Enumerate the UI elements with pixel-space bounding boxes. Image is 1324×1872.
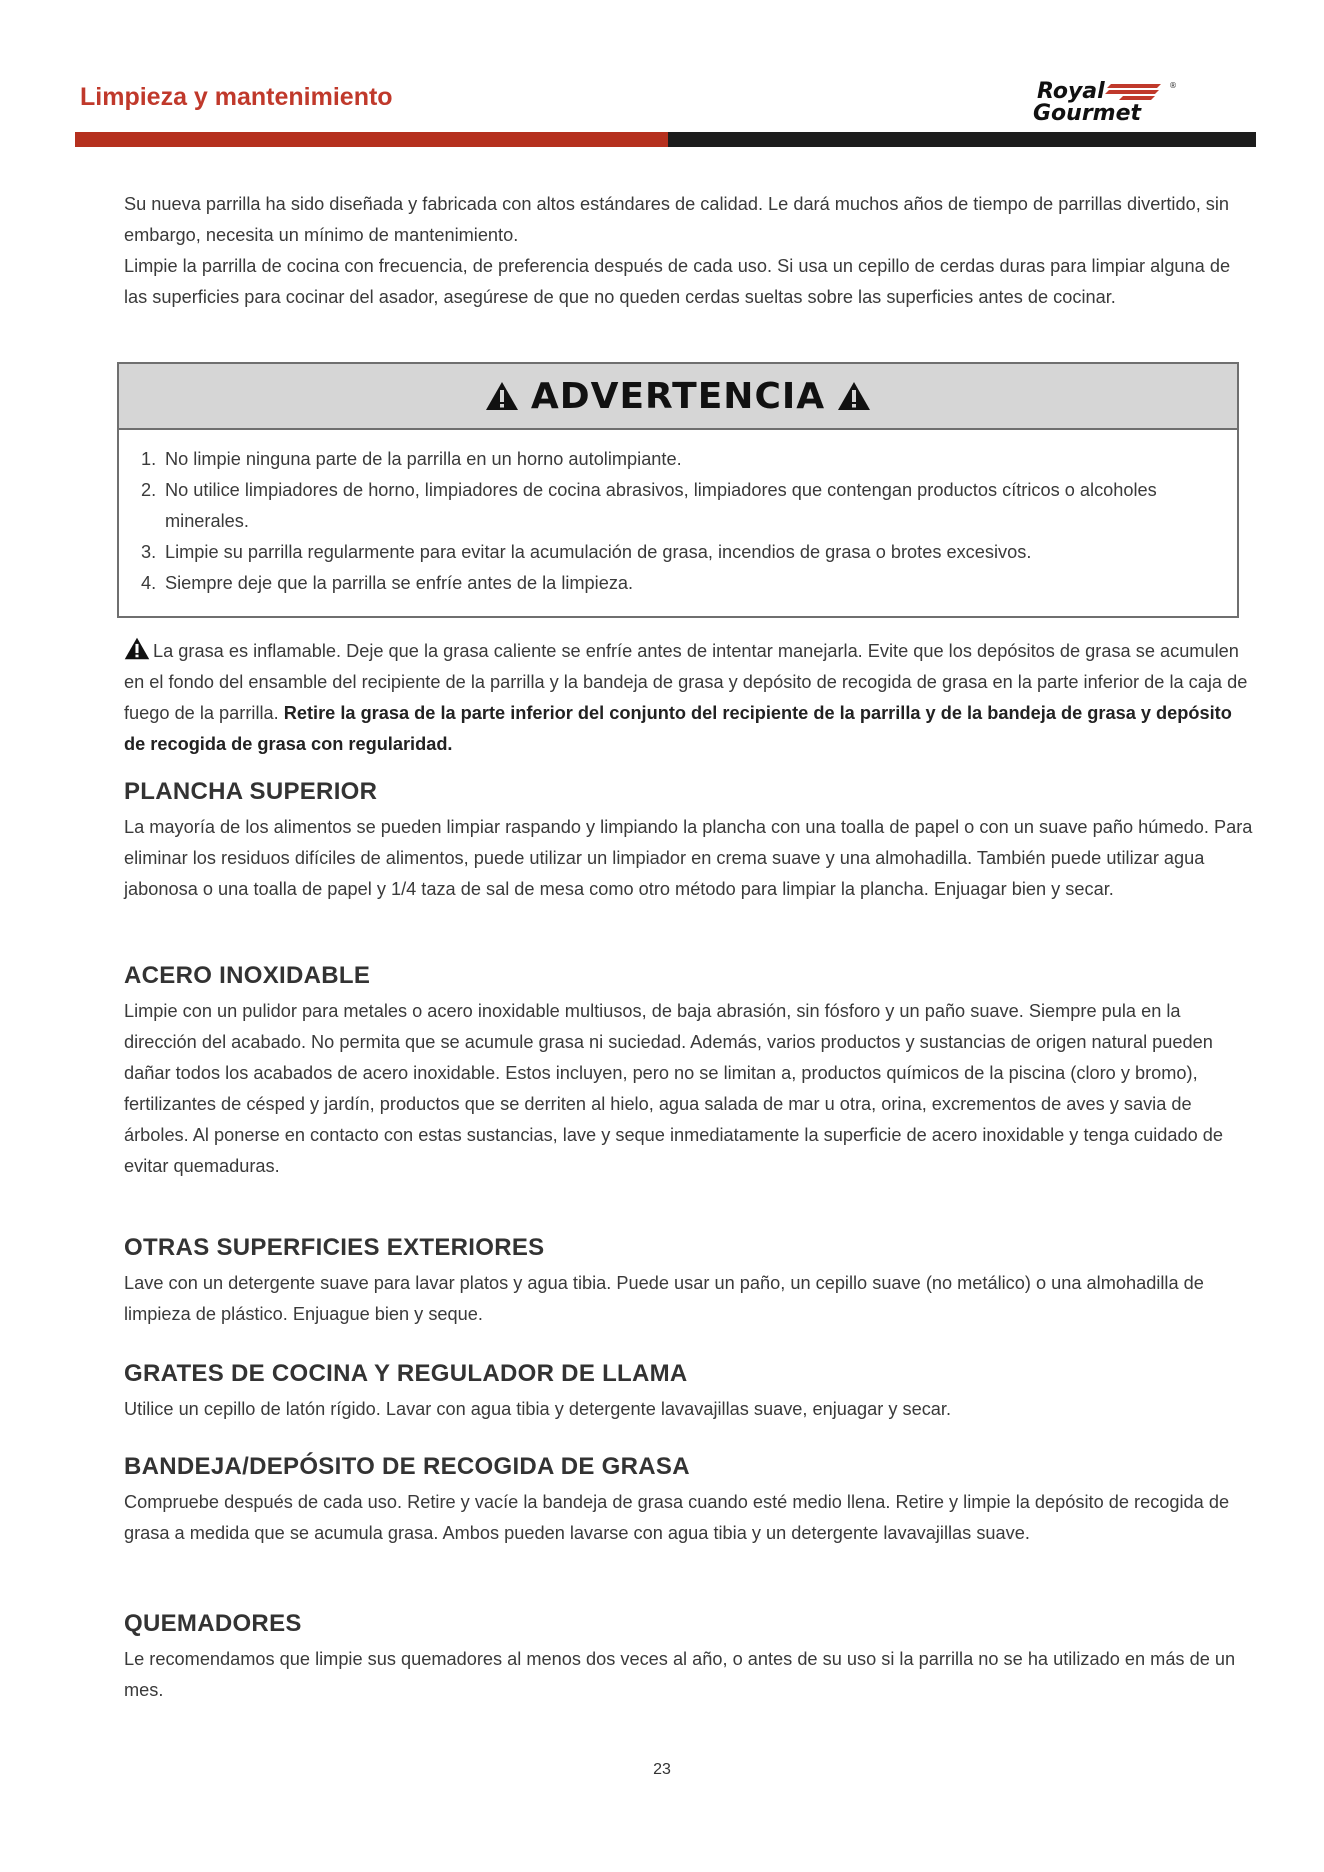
warning-item-text: No utilice limpiadores de horno, limpiadores de cocina abrasivos, limpiadores que contengan productos cítricos o alcoholes minerales.	[165, 480, 1157, 531]
logo-line1: Royal	[1037, 79, 1105, 104]
warning-item-number: 1.	[141, 449, 157, 469]
section-body: Compruebe después de cada uso. Retire y vacíe la bandeja de grasa cuando esté medio llena. Retire y limpie la depósito de recogida de grasa a medida que se acumula grasa. Ambos pueden lavarse con agua tibia y un detergente lavavajillas suave.	[124, 1492, 1230, 1543]
intro-paragraph: Su nueva parrilla ha sido diseñada y fabricada con altos estándares de calidad. Le dará muchos años de tiempo de parrillas divertido, sin embargo, necesita un mínimo de mantenimiento.	[124, 194, 1230, 245]
warning-item-number: 2.	[141, 480, 157, 500]
logo-line2: Gourmet	[1033, 101, 1142, 126]
warning-item-text: No limpie ninguna parte de la parrilla en un horno autolimpiante.	[165, 449, 682, 469]
intro-paragraph: Limpie la parrilla de cocina con frecuencia, de preferencia después de cada uso. Si usa un cepillo de cerdas duras para limpiar alguna de las superficies para cocinar del asador, asegúrese de que no queden cerdas sueltas sobre las superficies antes de cocinar.	[124, 256, 1231, 307]
warning-item-text: Siempre deje que la parrilla se enfríe antes de la limpieza.	[165, 573, 634, 593]
section-body: Utilice un cepillo de latón rígido. Lavar con agua tibia y detergente lavavajillas suave, enjuagar y secar.	[124, 1399, 952, 1419]
warning-header	[119, 364, 1237, 430]
section-quemadores	[124, 1610, 1254, 1706]
section-heading: QUEMADORES	[124, 1610, 302, 1637]
warning-item-number: 4.	[141, 573, 157, 593]
page-number: 23	[653, 1761, 671, 1778]
section-plancha	[124, 778, 1254, 905]
section-body: Lave con un detergente suave para lavar platos y agua tibia. Puede usar un paño, un cepillo suave (no metálico) o una almohadilla de limpieza de plástico. Enjuague bien y seque.	[124, 1273, 1204, 1324]
section-grates	[124, 1360, 1254, 1425]
header-rule-black	[668, 132, 1256, 147]
section-acero	[124, 962, 1254, 1182]
warning-item	[141, 475, 1237, 537]
grease-caution	[124, 636, 1254, 760]
section-body: Le recomendamos que limpie sus quemadores al menos dos veces al año, o antes de su uso si la parrilla no se ha utilizado en más de un mes.	[124, 1649, 1236, 1700]
section-otras	[124, 1234, 1254, 1330]
grease-caution-text: La grasa es inflamable. Deje que la grasa caliente se enfríe antes de intentar manejarla. Evite que los depósitos de grasa se acumulen en el fondo del ensamble del recipiente de la parrilla y la bandeja de grasa y depósito de recogida de grasa en la parte inferior de la caja de fuego de la parrilla.	[124, 641, 1248, 723]
intro-text	[124, 189, 1250, 313]
warning-title: ADVERTENCIA	[530, 375, 826, 417]
section-body: Limpie con un pulidor para metales o acero inoxidable multiusos, de baja abrasión, sin fósforo y un paño suave. Siempre pula en la dirección del acabado. No permita que se acumule grasa ni suciedad. Además, varios productos y sustancias de origen natural pueden dañar todos los acabados de acero inoxidable. Estos incluyen, pero no se limitan a, productos químicos de la piscina (cloro y bromo), fertilizantes de césped y jardín, productos que se derriten al hielo, agua salada de mar u otra, orina, excrementos de aves y savia de árboles. Al ponerse en contacto con estas sustancias, lave y seque inmediatamente la superficie de acero inoxidable y tenga cuidado de evitar quemaduras.	[124, 1001, 1224, 1176]
registered-mark: ®	[1169, 81, 1177, 90]
warning-list	[119, 430, 1237, 599]
logo-stripes-icon	[1105, 84, 1161, 100]
warning-item-text: Limpie su parrilla regularmente para evitar la acumulación de grasa, incendios de grasa o brotes excesivos.	[165, 542, 1032, 562]
section-heading: BANDEJA/DEPÓSITO DE RECOGIDA DE GRASA	[124, 1453, 690, 1480]
caution-triangle-icon	[124, 637, 150, 660]
section-heading: OTRAS SUPERFICIES EXTERIORES	[124, 1234, 545, 1261]
header-rule-red	[75, 132, 668, 147]
header-rule	[75, 132, 1256, 147]
warning-triangle-icon	[837, 381, 871, 411]
section-heading: PLANCHA SUPERIOR	[124, 778, 378, 805]
warning-box	[117, 362, 1239, 618]
section-bandeja	[124, 1453, 1254, 1549]
warning-item	[141, 568, 1237, 599]
section-heading: GRATES DE COCINA Y REGULADOR DE LLAMA	[124, 1360, 688, 1387]
warning-triangle-icon	[485, 381, 519, 411]
section-body: La mayoría de los alimentos se pueden limpiar raspando y limpiando la plancha con una toalla de papel o con un suave paño húmedo. Para eliminar los residuos difíciles de alimentos, puede utilizar un limpiador en crema suave y una almohadilla. También puede utilizar agua jabonosa o una toalla de papel y 1/4 taza de sal de mesa como otro método para limpiar la plancha. Enjuagar bien y secar.	[124, 817, 1253, 899]
brand-logo	[1027, 76, 1227, 128]
warning-item	[141, 537, 1237, 568]
warning-item-number: 3.	[141, 542, 157, 562]
page-title: Limpieza y mantenimiento	[80, 83, 393, 111]
section-heading: ACERO INOXIDABLE	[124, 962, 371, 989]
warning-item	[141, 444, 1237, 475]
grease-caution-bold: Retire la grasa de la parte inferior del conjunto del recipiente de la parrilla y de la bandeja de grasa y depósito de recogida de grasa con regularidad.	[124, 703, 1232, 754]
